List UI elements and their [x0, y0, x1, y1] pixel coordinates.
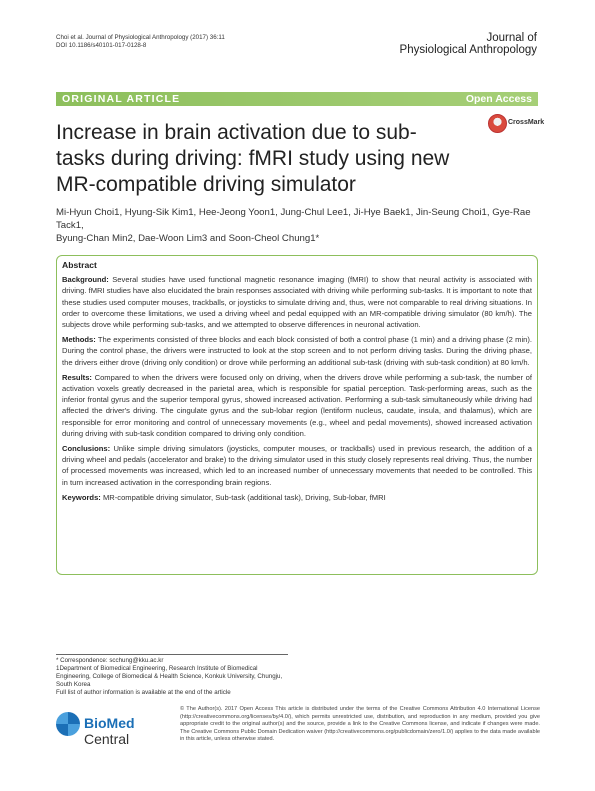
article-type-banner: [56, 92, 538, 106]
doi-line: DOI 10.1186/s40101-017-0128-8: [56, 42, 147, 49]
author-line: Mi-Hyun Choi1, Hyung-Sik Kim1, Hee-Jeong Yoon1, Jung-Chul Lee1, Ji-Hye Baek1, Jin-Seung Choi1, Gye-Rae Tack1,: [56, 207, 531, 231]
author-line: Byung-Chan Min2, Dae-Woon Lim3 and Soon-Cheol Chung1*: [56, 233, 320, 244]
abstract-background: [62, 274, 532, 330]
article-title: Increase in brain activation due to sub-tasks during driving: fMRI study using new MR-compatible driving simulator: [56, 121, 450, 196]
conclusions-text: Unlike simple driving simulators (joysticks, computer mouses, or trackballs) used in previous research, the addition of a driving wheel and pedals (accelerator and brake) to the driving simulator used in this study closely represents real driving. Thus, the number of processed movements was increased, which led to an increased number of unnecessary movements that needed to be controlled. This in turn increased activation in the corresponding brain regions.: [62, 444, 532, 487]
results-label: Results:: [62, 372, 92, 382]
keywords-text: MR-compatible driving simulator, Sub-task (additional task), Driving, Sub-lobar, fMRI: [102, 492, 386, 502]
background-text: Several studies have used functional magnetic resonance imaging (fMRI) to show that neural activity is associated with driving. fMRI studies have also elucidated the brain responses associated with driving while performing sub-tasks. It is important to note that these studies used computer mouses, trackballs, or joysticks to simulate driving and, thus, were not comparable to real driving situations. In order to overcome these limitations, we used a driving wheel and pedal equipped with an MR-compatible driving simulator (80 km/h). The subjects drove while performing sub-tasks, and we attempted to observe differences in neuronal activation.: [62, 275, 532, 330]
license-text: © The Author(s). 2017 Open Access This article is distributed under the terms of the Creative Commons Attribution 4.0 International License (http://creativecommons.org/licenses/by/4.0/), which permits unrestricted use, distribution, and reproduction in any medium, provided you give appropriate credit to the original author(s) and the source, provide a link to the Creative Commons license, and indicate if changes were made. The Creative Commons Public Domain Dedication waiver (http://creativecommons.org/publicdomain/zero/1.0/) applies to the data made available in this article, unless otherwise stated.: [180, 706, 540, 743]
methods-label: Methods:: [62, 335, 96, 345]
citation-line: Choi et al. Journal of Physiological Anthropology (2017) 36:11: [56, 34, 225, 41]
biomed-central-wordmark: [84, 715, 176, 747]
abstract: [62, 260, 532, 507]
journal-name-line2: Physiological Anthropology: [399, 44, 537, 56]
abstract-methods: [62, 334, 532, 368]
biomed-central-logo: [56, 710, 176, 747]
crossmark-icon: [488, 114, 507, 133]
author-list: [56, 206, 538, 245]
biomed-central-icon: [56, 712, 80, 736]
crossmark-badge[interactable]: [488, 114, 548, 134]
footnotes: [56, 657, 288, 697]
abstract-results: [62, 372, 532, 439]
conclusions-label: Conclusions:: [62, 444, 111, 454]
abstract-conclusions: [62, 443, 532, 488]
publisher-name-a: BioMed: [84, 715, 135, 731]
crossmark-label: CrossMark: [508, 119, 545, 126]
keywords-label: Keywords:: [62, 492, 101, 502]
affiliation: 1Department of Biomedical Engineering, Research Institute of Biomedical Engineering, College of Biomedical & Health Science, Konkuk University, Chungju, South Korea: [56, 665, 283, 688]
citation: [56, 34, 225, 50]
abstract-heading: Abstract: [62, 260, 97, 270]
abstract-keywords: [62, 492, 532, 503]
footnote-divider: [56, 654, 288, 655]
publisher-name-b: Central: [84, 731, 130, 747]
correspondence: * Correspondence: scchung@kku.ac.kr: [56, 657, 164, 664]
author-info-note: Full list of author information is available at the end of the article: [56, 689, 231, 696]
journal-name: [400, 32, 537, 56]
background-label: Background:: [62, 275, 109, 285]
open-access-label: Open Access: [465, 93, 532, 105]
methods-text: The experiments consisted of three blocks and each block consisted of both a control phase (1 min) and a driving phase (2 min). During the control phase, the drivers were instructed to look at the stop screen and to not perform driving tasks. During the driving phase, the drivers either drove (driving only condition) or drove while performing an additional sub-task (driving with sub-task condition) at 80 km/h.: [62, 335, 532, 367]
results-text: Compared to when the drivers were focused only on driving, when the drivers drove while performing a sub-task, the number of activation voxels greatly decreased in the parietal area, which is responsible for spatial perception. Task-performing areas, such as the inferior frontal gyrus and the superior temporal gyrus, showed increased activation. Performing a sub-task simultaneously while driving had affected the driver's driving. The cingulate gyrus and the sub-lobar region (lentiform nucleus, caudate, insula, and thalamus), which are responsible for error monitoring and control of unnecessary movements (e.g., wheel and pedal movements), showed increased activation during driving with sub-task condition compared to driving only condition.: [62, 372, 532, 438]
article-type-label: ORIGINAL ARTICLE: [62, 93, 181, 105]
journal-name-line1: Journal of: [486, 32, 537, 44]
